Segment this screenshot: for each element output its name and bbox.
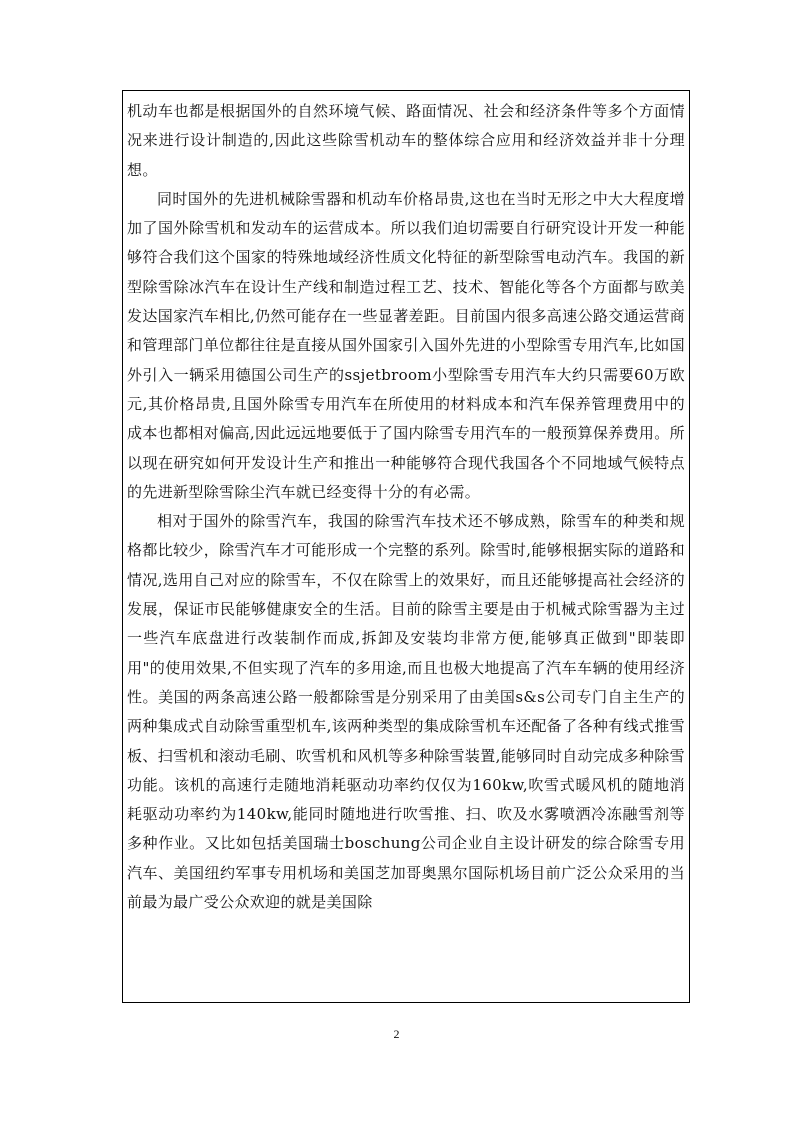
paragraph-domestic-technology: 相对于国外的除雪汽车，我国的除雪汽车技术还不够成熟，除雪车的种类和规格都比较少，除雪汽车才可能形成一个完整的系列。除雪时,能够根据实际的道路和情况,选用自己对应的除雪车，不仅在除雪上的效果好，而且还能够提高社会经济的发展，保证市民能够健康安全的生活。目前的除雪主要是由于机械式除雪器为主过一些汽车底盘进行改装制作而成,拆卸及安装均非常方便,能够真正做到"即装即用"的使用效果,不但实现了汽车的多用途,而且也极大地提高了汽车车辆的使用经济性。美国的两条高速公路一般都除雪是分别采用了由美国s&s公司专门自主生产的两种集成式自动除雪重型机车,该两种类型的集成除雪机车还配备了各种有线式推雪板、扫雪机和滚动毛刷、吹雪机和风机等多种除雪装置,能够同时自动完成多种除雪功能。该机的高速行走随地消耗驱动功率约仅仅为160kw,吹雪式暖风机的随地消耗驱动功率约为140kw,能同时随地进行吹雪推、扫、吹及水雾喷洒冷冻融雪剂等多种作业。又比如包括美国瑞士boschung公司企业自主设计研发的综合除雪专用汽车、美国纽约军事专用机场和美国芝加哥奥黑尔国际机场目前广泛公众采用的当前最为最广受公众欢迎的就是美国除 <box>127 512 685 912</box>
paragraph-cost-comparison: 同时国外的先进机械除雪器和机动车价格昂贵,这也在当时无形之中大大程度增加了国外除雪机和发动车的运营成本。所以我们迫切需要自行研究设计开发一种能够符合我们这个国家的特殊地域经济性质文化特征的新型除雪电动汽车。我国的新型除雪除冰汽车在设计生产线和制造过程工艺、技术、智能化等各个方面都与欧美发达国家汽车相比,仍然可能存在一些显著差距。目前国内很多高速公路交通运营商和管理部门单位都往往是直接从国外国家引入国外先进的小型除雪专用汽车,比如国外引入一辆采用德国公司生产的ssjetbroom小型除雪专用汽车大约只需要60万欧元,其价格昂贵,且国外除雪专用汽车在所使用的材料成本和汽车保养管理费用中的成本也都相对偏高,因此远远地要低于了国内除雪专用汽车的一般预算保养费用。所以现在研究如何开发设计生产和推出一种能够符合现代我国各个不同地域气候特点的先进新型除雪除尘汽车就已经变得十分的有必需。 <box>127 189 685 501</box>
paragraph-continuation: 机动车也都是根据国外的自然环境气候、路面情况、社会和经济条件等多个方面情况来进行设计制造的,因此这些除雪机动车的整体综合应用和经济效益并非十分理想。 <box>127 102 685 179</box>
text-frame <box>122 90 690 1003</box>
page-number: 2 <box>393 1027 400 1041</box>
